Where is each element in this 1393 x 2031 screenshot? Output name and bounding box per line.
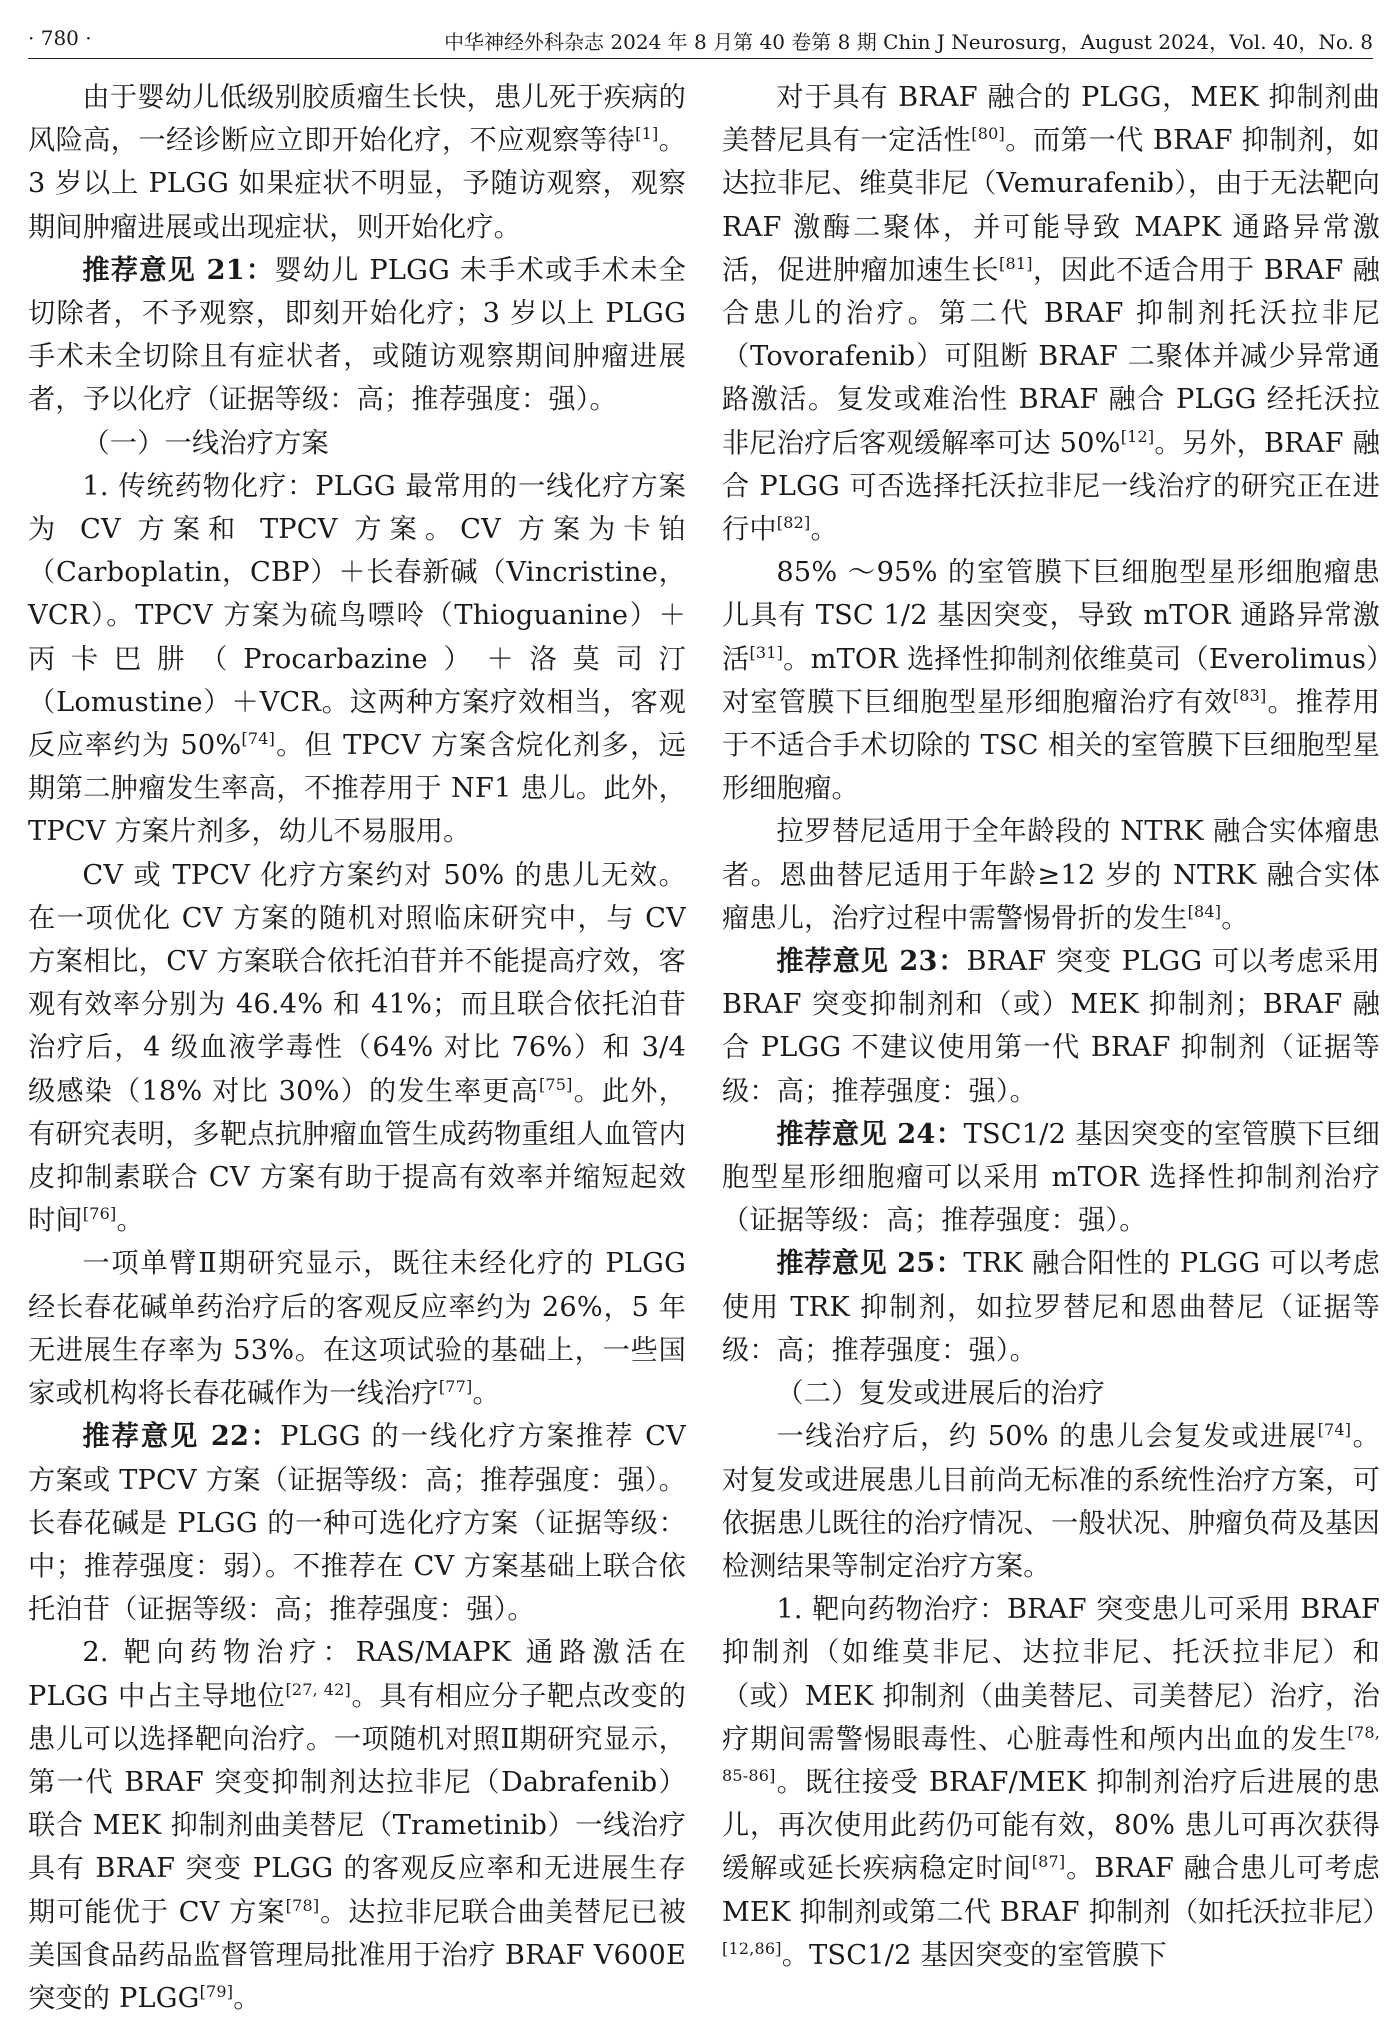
citation-ref: [31] (749, 642, 784, 662)
paragraph-text: 拉罗替尼适用于全年龄段的 NTRK 融合实体瘤患者。恩曲替尼适用于年龄≥12 岁的 NTRK 融合实体瘤患儿，治疗过程中需警惕骨折的发生 (722, 816, 1380, 934)
paragraph-text: 1. 靶向药物治疗：BRAF 突变患儿可采用 BRAF 抑制剂（如维莫非尼、达拉非尼、托沃拉非尼）和（或）MEK 抑制剂（曲美替尼、司美替尼）治疗，治疗期间需警惕眼毒性、心脏毒性和颅内出血的发生 (722, 1594, 1380, 1755)
paragraph-text: 。 (1221, 902, 1249, 934)
paragraph-text: 。推荐用于不适合手术切除的 TSC 相关的室管膜下巨细胞型星形细胞瘤。 (722, 686, 1380, 805)
paragraph-text: CV 或 TPCV 化疗方案约对 50% 的患儿无效。在一项优化 CV 方案的随机对照临床研究中，与 CV 方案相比，CV 方案联合依托泊苷并不能提高疗效，客观有效率分别为 46.4% 和 41%；而且联合依托泊苷治疗后，4 级血液学毒性（64% 对比 76%）和 3/4 级感染（18% 对比 30%）的发生率更高 (28, 859, 686, 1107)
paragraph-text: 。既往接受 BRAF/MEK 抑制剂治疗后进展的患儿，再次使用此药仍可能有效，80% 患儿可再次获得缓解或延长疾病稳定时间 (722, 1766, 1380, 1885)
paragraph-text: 。BRAF 融合患儿可考虑 MEK 抑制剂或第二代 BRAF 抑制剂（如托沃拉非尼） (722, 1853, 1390, 1928)
paragraph-text: ，因此不适合用于 BRAF 融合患儿的治疗。第二代 BRAF 抑制剂托沃拉非尼（Tovorafenib）可阻断 BRAF 二聚体并减少异常通路激活。复发或难治性 BRAF 融合 PLGG 经托沃拉非尼治疗后客观缓解率可达 50% (722, 254, 1380, 459)
paragraph (28, 1631, 686, 2020)
paragraph-text: 。 (116, 1205, 144, 1237)
recommendation-label: 推荐意见 23： (776, 945, 967, 978)
recommendation-label: 推荐意见 25： (776, 1247, 964, 1280)
paragraph-text: TSC1/2 基因突变的室管膜下巨细胞型星形细胞瘤可以采用 mTOR 选择性抑制剂治疗（证据等级：高；推荐强度：强）。 (722, 1118, 1380, 1237)
paragraph (722, 551, 1380, 810)
paragraph-text: 。 (472, 1378, 500, 1410)
paragraph (722, 810, 1380, 940)
paragraph (28, 249, 686, 422)
paragraph-text: 婴幼儿 PLGG 未手术或手术未全切除者，不予观察，即刻开始化疗；3 岁以上 PLGG 手术未全切除且有症状者，或随访观察期间肿瘤进展者，予以化疗（证据等级：高；推荐强度：强）。 (28, 254, 686, 416)
paragraph (28, 76, 686, 249)
paragraph (722, 1588, 1390, 1977)
paragraph-text: 2. 靶向药物治疗：RAS/MAPK 通路激活在 PLGG 中占主导地位 (28, 1637, 686, 1712)
paragraph-text: （二）复发或进展后的治疗 (776, 1378, 1106, 1410)
paragraph-text: 。具有相应分子靶点改变的患儿可以选择靶向治疗。一项随机对照Ⅱ期研究显示，第一代 BRAF 突变抑制剂达拉非尼（Dabrafenib）联合 MEK 抑制剂曲美替尼（Trametinib）一线治疗具有 BRAF 突变 PLGG 的客观反应率和无进展生存期可能优于 CV 方案 (28, 1680, 686, 1928)
paragraph-text: 。此外，有研究表明，多靶点抗肿瘤血管生成药物重组人血管内皮抑制素联合 CV 方案有助于提高有效率并缩短起效时间 (28, 1075, 686, 1237)
paragraph-text: 。但 TPCV 方案含烷化剂多，远期第二肿瘤发生率高，不推荐用于 NF1 患儿。此外，TPCV 方案片剂多，幼儿不易服用。 (28, 730, 686, 848)
citation-ref: [82] (776, 512, 811, 532)
paragraph-text: 由于婴幼儿低级别胶质瘤生长快，患儿死于疾病的风险高，一经诊断应立即开始化疗，不应观察等待 (28, 82, 686, 157)
paragraph-text: 一项单臂Ⅱ期研究显示，既往未经化疗的 PLGG 经长春花碱单药治疗后的客观反应率约为 26%，5 年无进展生存率为 53%。在这项试验的基础上，一些国家或机构将长春花碱作为一线治疗 (28, 1248, 686, 1410)
paragraph (28, 854, 686, 1243)
citation-ref: [84] (1187, 901, 1222, 921)
paragraph-text: 。达拉非尼联合曲美替尼已被美国食品药品监督管理局批准用于治疗 BRAF V600E 突变的 PLGG (28, 1896, 686, 2014)
paragraph (722, 1113, 1380, 1243)
paragraph-text: 。而第一代 BRAF 抑制剂，如达拉非尼、维莫非尼（Vemurafenib），由于无法靶向 RAF 激酶二聚体，并可能导致 MAPK 通路异常激活，促进肿瘤加速生长 (722, 125, 1380, 286)
paragraph (722, 76, 1380, 551)
paragraph (28, 1415, 686, 1631)
citation-ref: [76] (82, 1204, 117, 1224)
paragraph (28, 1242, 686, 1415)
citation-ref: [79] (199, 1981, 234, 2001)
paragraph-text: 一线治疗后，约 50% 的患儿会复发或进展 (776, 1421, 1318, 1453)
paragraph (722, 1242, 1380, 1372)
citation-ref: [87] (1031, 1852, 1066, 1872)
citation-ref: [12] (1120, 426, 1155, 446)
citation-ref: [74] (1317, 1420, 1352, 1440)
citation-ref: [83] (1232, 685, 1267, 705)
paragraph-text: TRK 融合阳性的 PLGG 可以考虑使用 TRK 抑制剂，如拉罗替尼和恩曲替尼（证据等级：高；推荐强度：强）。 (722, 1248, 1380, 1366)
paragraph-text: 。mTOR 选择性抑制剂依维莫司（Everolimus）对室管膜下巨细胞型星形细胞瘤治疗有效 (722, 643, 1381, 718)
paragraph-text: 。TSC1/2 基因突变的室管膜下 (781, 1939, 1167, 1971)
header-rule (28, 58, 1373, 59)
citation-ref: [77] (438, 1377, 473, 1397)
paragraph-text: 。 (233, 1982, 261, 2014)
citation-ref: [27, 42] (285, 1679, 351, 1699)
paragraph-text: 85% ～95% 的室管膜下巨细胞型星形细胞瘤患儿具有 TSC 1/2 基因突变，导致 mTOR 通路异常激活 (722, 557, 1380, 675)
citation-ref: [1] (635, 124, 659, 144)
left-column (28, 76, 686, 2020)
running-header (28, 18, 1373, 58)
paragraph-text: 1. 传统药物化疗：PLGG 最常用的一线化疗方案为 CV 方案和 TPCV 方案。CV 方案为卡铂（Carboplatin，CBP）＋长春新碱（Vincristine，VCR）。TPCV 方案为硫鸟嘌呤（Thioguanine）＋丙卡巴肼（Procarbazine）＋洛莫司汀（Lomustine）＋VCR。这两种方案疗效相当，客观反应率约为 50% (28, 470, 686, 762)
recommendation-label: 推荐意见 22： (82, 1420, 281, 1453)
paragraph (722, 940, 1380, 1113)
citation-ref: [78, 85-86] (722, 1722, 1380, 1785)
page-number: · 780 · (28, 26, 92, 50)
paragraph-text: 。 (810, 514, 838, 546)
right-column (722, 76, 1390, 1977)
paragraph-text: （一）一线治疗方案 (82, 427, 329, 459)
paragraph-text: 。3 岁以上 PLGG 如果症状不明显，予随访观察，观察期间肿瘤进展或出现症状，则开始化疗。 (28, 125, 687, 243)
recommendation-label: 推荐意见 24： (776, 1117, 964, 1150)
paragraph-text: 。对复发或进展患儿目前尚无标准的系统性治疗方案，可依据患儿既往的治疗情况、一般状况、肿瘤负荷及基因检测结果等制定治疗方案。 (722, 1421, 1381, 1582)
citation-ref: [12,86] (722, 1938, 782, 1958)
paragraph-text: 。另外，BRAF 融合 PLGG 可否选择托沃拉非尼一线治疗的研究正在进行中 (722, 427, 1380, 546)
paragraph (722, 1415, 1380, 1588)
paragraph (722, 1372, 1380, 1415)
citation-ref: [78] (285, 1895, 320, 1915)
citation-ref: [74] (241, 728, 276, 748)
journal-citation: 中华神经外科杂志 2024 年 8 月第 40 卷第 8 期 Chin J Neurosurg，August 2024，Vol. 40，No. 8 (444, 30, 1373, 54)
paragraph-text: BRAF 突变 PLGG 可以考虑采用 BRAF 突变抑制剂和（或）MEK 抑制剂；BRAF 融合 PLGG 不建议使用第一代 BRAF 抑制剂（证据等级：高；推荐强度：强）。 (722, 946, 1380, 1107)
paragraph-text: PLGG 的一线化疗方案推荐 CV 方案或 TPCV 方案（证据等级：高；推荐强度：强）。长春花碱是 PLGG 的一种可选化疗方案（证据等级：中；推荐强度：弱）。不推荐在 CV 方案基础上联合依托泊苷（证据等级：高；推荐强度：强）。 (28, 1421, 687, 1626)
paragraph (28, 465, 686, 854)
citation-ref: [75] (538, 1074, 573, 1094)
paragraph-text: 对于具有 BRAF 融合的 PLGG，MEK 抑制剂曲美替尼具有一定活性 (722, 82, 1380, 157)
paragraph (28, 422, 686, 465)
citation-ref: [81] (999, 253, 1033, 273)
recommendation-label: 推荐意见 21： (82, 253, 275, 286)
citation-ref: [80] (971, 124, 1005, 144)
